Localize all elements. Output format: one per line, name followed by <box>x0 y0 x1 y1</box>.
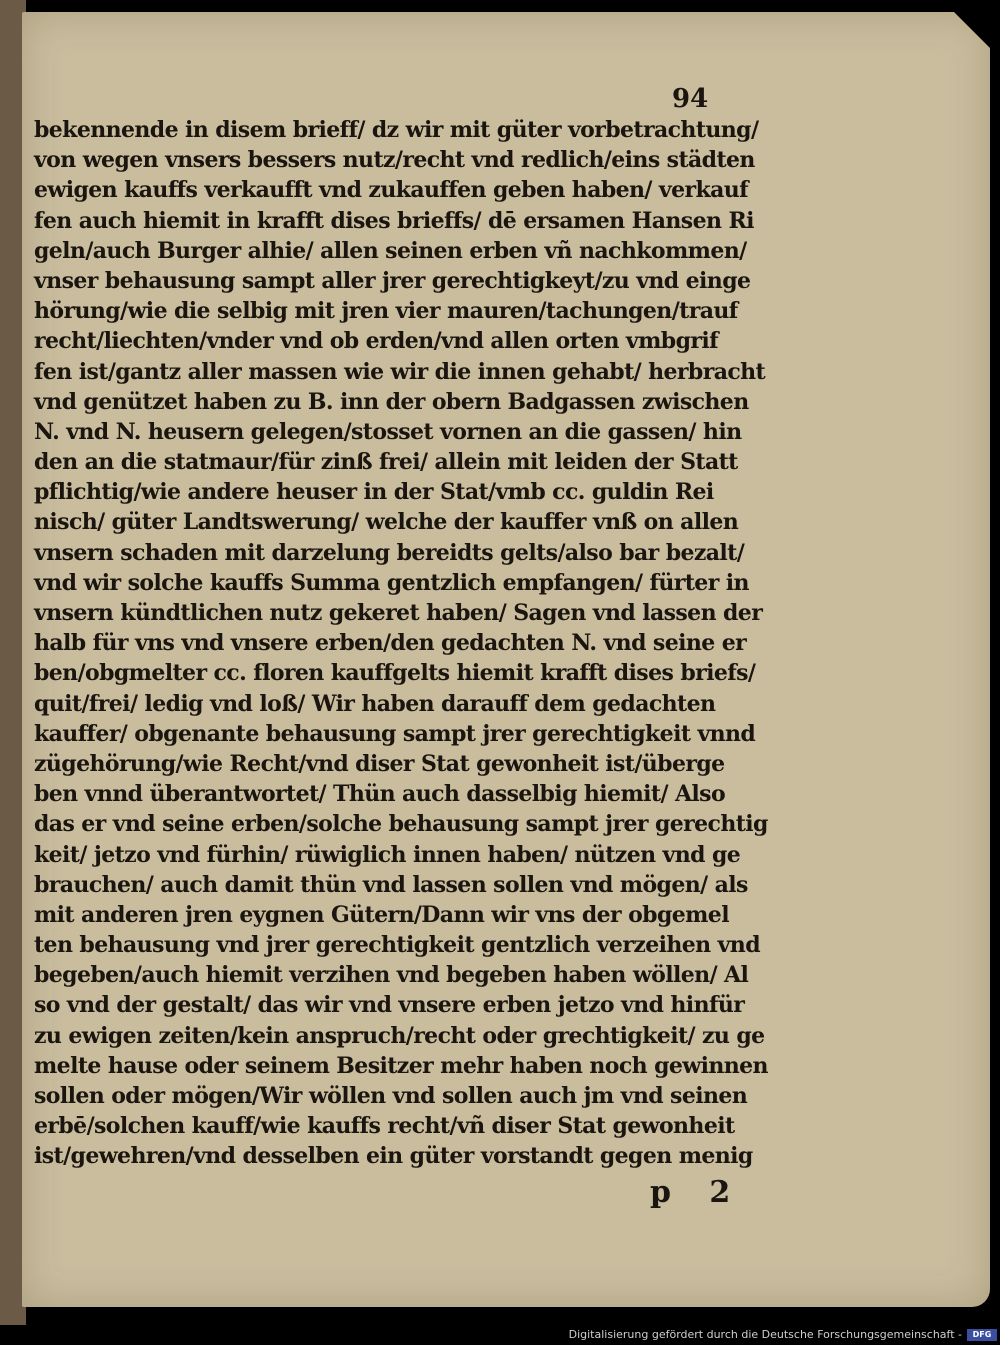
footer-credit: Digitalisierung gefördert durch die Deutsche Forschungsgemeinschaft - <box>568 1328 962 1341</box>
text-line: ewigen kauffs verkaufft vnd zukauffen geben haben/ verkauf <box>34 177 749 204</box>
signature-mark: p 2 <box>650 1175 745 1210</box>
document-page <box>22 12 990 1307</box>
footer-bar <box>0 1325 1000 1345</box>
text-line: vnsern kündtlichen nutz gekeret haben/ Sagen vnd lassen der <box>34 600 763 626</box>
text-line: brauchen/ auch damit thün vnd lassen sollen vnd mögen/ als <box>34 871 748 898</box>
text-line: recht/liechten/vnder vnd ob erden/vnd allen orten vmbgrif <box>34 328 718 355</box>
text-line: pflichtig/wie andere heuser in der Stat/vmb cc. guldin Rei <box>34 479 714 506</box>
text-line: mit anderen jren eygnen Gütern/Dann wir vns der obgemel <box>34 901 729 928</box>
text-line: begeben/auch hiemit verzihen vnd begeben haben wöllen/ Al <box>34 962 749 989</box>
text-line: halb für vns vnd vnsere erben/den gedachten N. vnd seine er <box>34 630 747 657</box>
text-line: bekennende in disem brieff/ dz wir mit güter vorbetrachtung/ <box>34 117 759 143</box>
text-line: melte hause oder seinem Besitzer mehr haben noch gewinnen <box>34 1052 768 1079</box>
text-line: vnd genützet haben zu B. inn der obern Badgassen zwischen <box>34 388 749 415</box>
text-line: hörung/wie die selbig mit jren vier mauren/tachungen/trauf <box>34 298 738 325</box>
text-line: erbē/solchen kauff/wie kauffs recht/vñ diser Stat gewonheit <box>34 1113 735 1140</box>
dfg-logo-icon: DFG <box>967 1329 997 1341</box>
page-number: 94 <box>672 84 709 114</box>
text-line: ist/gewehren/vnd desselben ein güter vorstandt gegen menig <box>34 1143 753 1170</box>
torn-corner <box>930 12 990 72</box>
text-line: geln/auch Burger alhie/ allen seinen erben vñ nachkommen/ <box>34 237 747 264</box>
text-line: vnser behausung sampt aller jrer gerechtigkeyt/zu vnd einge <box>34 267 751 294</box>
text-line: ten behausung vnd jrer gerechtigkeit gentzlich verzeihen vnd <box>34 932 760 959</box>
text-line: zügehörung/wie Recht/vnd diser Stat gewonheit ist/überge <box>34 750 725 777</box>
text-line: fen ist/gantz aller massen wie wir die innen gehabt/ herbracht <box>34 358 766 385</box>
text-line: fen auch hiemit in krafft dises brieffs/ dē ersamen Hansen Ri <box>34 207 754 234</box>
text-line: das er vnd seine erben/solche behausung sampt jrer gerechtig <box>34 811 768 838</box>
text-line: von wegen vnsers bessers nutz/recht vnd redlich/eins städten <box>34 147 755 174</box>
text-line: quit/frei/ ledig vnd loß/ Wir haben darauff dem gedachten <box>34 690 716 717</box>
text-line: so vnd der gestalt/ das wir vnd vnsere erben jetzo vnd hinfür <box>34 992 745 1019</box>
text-line: N. vnd N. heusern gelegen/stosset vornen an die gassen/ hin <box>34 418 742 445</box>
text-line: den an die statmaur/für zinß frei/ allein mit leiden der Statt <box>34 449 738 476</box>
text-line: vnd wir solche kauffs Summa gentzlich empfangen/ fürter in <box>34 569 749 596</box>
body-text <box>34 115 794 1172</box>
text-line: sollen oder mögen/Wir wöllen vnd sollen auch jm vnd seinen <box>34 1083 748 1109</box>
text-line: ben vnnd überantwortet/ Thün auch dasselbig hiemit/ Also <box>34 781 726 808</box>
text-line: ben/obgmelter cc. floren kauffgelts hiemit krafft dises briefs/ <box>34 660 756 687</box>
text-line: nisch/ güter Landtswerung/ welche der kauffer vnß on allen <box>34 509 739 536</box>
text-line: zu ewigen zeiten/kein anspruch/recht oder grechtigkeit/ zu ge <box>34 1022 765 1049</box>
text-line: vnsern schaden mit darzelung bereidts gelts/also bar bezalt/ <box>34 539 745 566</box>
text-line: keit/ jetzo vnd fürhin/ rüwiglich innen haben/ nützen vnd ge <box>34 841 741 868</box>
text-line: kauffer/ obgenante behausung sampt jrer gerechtigkeit vnnd <box>34 720 756 747</box>
